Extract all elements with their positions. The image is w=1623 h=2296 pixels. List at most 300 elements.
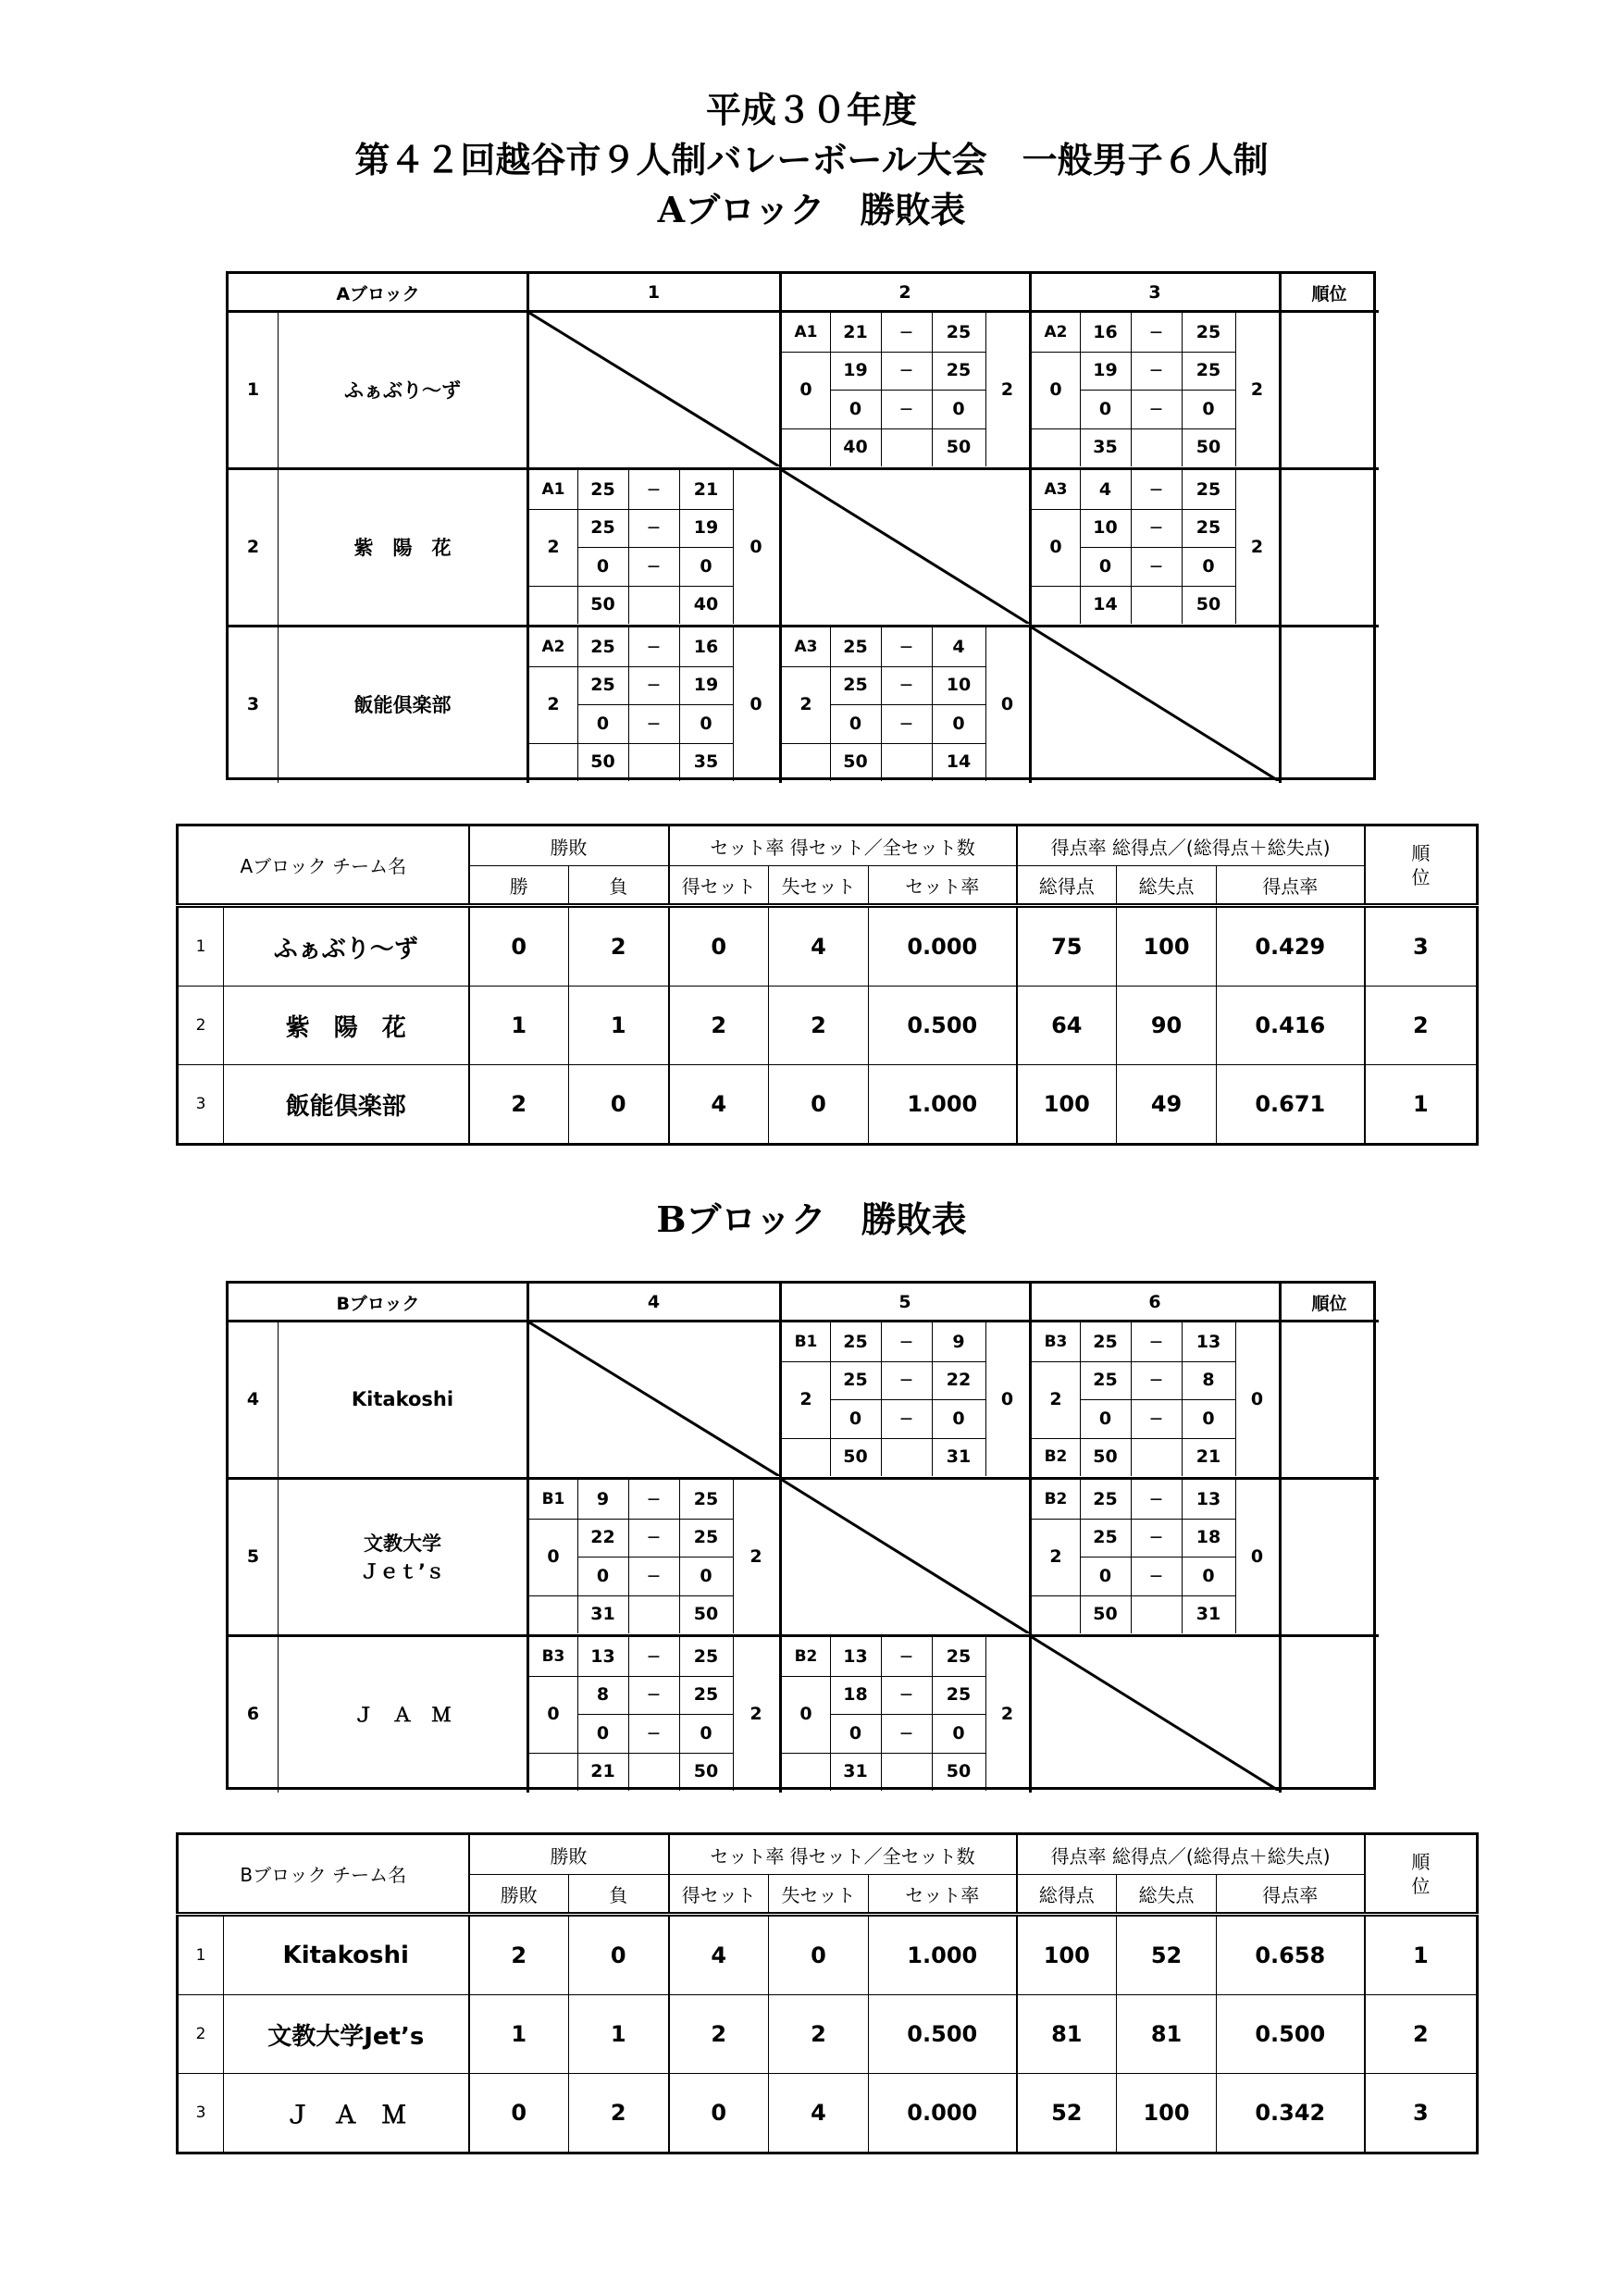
total-points: 50 <box>693 1604 719 1625</box>
score-dash: − <box>1148 360 1164 381</box>
set-score: 25 <box>843 1331 868 1352</box>
matrix-rank-header: 順位 <box>1311 1293 1347 1314</box>
set-rate: 1.000 <box>869 1915 1017 1995</box>
grid-line <box>782 743 830 744</box>
win-loss-header: 勝敗 <box>469 825 669 866</box>
total-points: 50 <box>946 437 972 458</box>
set-score: 25 <box>590 517 615 539</box>
points-against: 100 <box>1117 906 1217 987</box>
sets-lost: 4 <box>769 2074 869 2153</box>
match-code: B2 <box>794 1646 818 1666</box>
set-score: 19 <box>693 517 719 539</box>
set-score: 0 <box>1202 555 1215 577</box>
matrix-col-header: 4 <box>647 1292 661 1312</box>
grid-line <box>782 1753 830 1754</box>
rank-header <box>1365 825 1478 906</box>
match-code: A3 <box>1044 479 1068 499</box>
team-name-line: 紫 陽 花 <box>353 537 452 559</box>
set-score: 0 <box>700 1722 712 1744</box>
block-a-title: Aブロック 勝敗表 <box>657 189 966 230</box>
set-score: 0 <box>1098 1408 1112 1429</box>
score-dash: − <box>898 321 914 342</box>
rank: 1 <box>1365 1915 1478 1995</box>
set-score: 25 <box>1093 1488 1118 1509</box>
set-score: 25 <box>1093 1331 1118 1352</box>
set-score: 0 <box>1202 1408 1215 1429</box>
sets-won: 4 <box>669 1915 769 1995</box>
set-score: 22 <box>946 1370 972 1391</box>
points-for: 100 <box>1017 1065 1117 1145</box>
set-rate-header: セット率 得セット／全セット数 <box>669 1834 1017 1875</box>
score-dash: − <box>898 1408 914 1429</box>
total-points: 14 <box>946 751 972 773</box>
score-dash: − <box>898 1331 914 1352</box>
point-rate-subheader: 得点率 <box>1217 866 1365 906</box>
grid-line <box>881 428 882 467</box>
wins: 1 <box>469 987 569 1065</box>
sets-lost: 4 <box>769 906 869 987</box>
score-dash: − <box>646 517 662 539</box>
sets-lost-header: 失セット <box>769 866 869 906</box>
set-score: 13 <box>1196 1488 1221 1509</box>
set-score: 25 <box>946 321 972 342</box>
points-against: 52 <box>1117 1915 1217 1995</box>
total-points: 31 <box>946 1446 972 1468</box>
set-score: 18 <box>843 1684 868 1706</box>
team-name-line: Kitakoshi <box>351 1388 454 1410</box>
points-against: 49 <box>1117 1065 1217 1145</box>
sets-won-left: 2 <box>1049 1389 1062 1409</box>
point-rate: 0.671 <box>1217 1065 1365 1145</box>
standings-table <box>176 824 1479 1146</box>
set-score: 25 <box>1093 1527 1118 1548</box>
point-rate: 0.429 <box>1217 906 1365 987</box>
total-points: 50 <box>590 751 615 773</box>
table-row <box>178 906 1478 987</box>
match-code: B3 <box>541 1646 565 1666</box>
set-score: 0 <box>1098 555 1112 577</box>
point-rate: 0.416 <box>1217 987 1365 1065</box>
sets-won-left: 0 <box>547 1546 560 1567</box>
total-points: 31 <box>843 1761 868 1782</box>
match-code: B2 <box>1044 1489 1068 1508</box>
sets-won-right: 0 <box>750 537 762 557</box>
score-dash: − <box>1148 478 1164 500</box>
points-against-header: 総失点 <box>1117 1875 1217 1915</box>
losses: 0 <box>569 1065 669 1145</box>
set-score: 8 <box>596 1684 610 1706</box>
sets-won-left: 2 <box>547 537 560 557</box>
set-score: 0 <box>1098 1565 1112 1586</box>
team-number: 2 <box>246 537 260 557</box>
wins: 0 <box>469 2074 569 2153</box>
set-score: 25 <box>590 675 615 696</box>
rank-cell-empty <box>1280 627 1379 781</box>
grid-line <box>628 1595 629 1634</box>
win-header: 勝敗 <box>469 1875 569 1915</box>
score-dash: − <box>646 636 662 657</box>
losses: 1 <box>569 1995 669 2074</box>
set-score: 25 <box>946 360 972 381</box>
score-dash: − <box>1148 398 1164 419</box>
set-score: 0 <box>952 398 965 419</box>
match-code: A2 <box>541 637 565 656</box>
team-number: 6 <box>246 1704 260 1724</box>
set-rate: 0.500 <box>869 987 1017 1065</box>
set-score: 0 <box>1202 1565 1215 1586</box>
sets-won-header: 得セット <box>669 1875 769 1915</box>
wins: 2 <box>469 1065 569 1145</box>
score-dash: − <box>1148 517 1164 539</box>
total-points: 35 <box>1093 437 1118 458</box>
rank-cell-empty <box>1280 470 1379 624</box>
score-dash: − <box>1148 555 1164 577</box>
sets-lost: 2 <box>769 1995 869 2074</box>
point-rate: 0.500 <box>1217 1995 1365 2074</box>
team-name-header: Aブロック チーム名 <box>178 825 469 906</box>
sets-won-left: 0 <box>799 1704 812 1724</box>
grid-line <box>628 743 629 782</box>
score-dash: − <box>898 398 914 419</box>
rank-header-text: 順位 <box>1411 1850 1431 1897</box>
set-score: 25 <box>1196 321 1221 342</box>
team-name-line: 文教大学 <box>364 1533 441 1555</box>
set-score: 25 <box>843 675 868 696</box>
team-number: 1 <box>246 379 260 400</box>
sets-won-right: 0 <box>1000 694 1014 714</box>
rank: 3 <box>1365 906 1478 987</box>
sets-won: 4 <box>669 1065 769 1145</box>
team-number: 3 <box>246 694 260 714</box>
grid-line <box>881 1438 882 1477</box>
set-score: 18 <box>1196 1527 1221 1548</box>
set-score: 0 <box>1202 398 1215 419</box>
page-title-tournament: 第４２回越谷市９人制バレーボール大会 一般男子６人制 <box>354 139 1269 180</box>
set-score: 19 <box>1093 360 1118 381</box>
points-against-header: 総失点 <box>1117 866 1217 906</box>
set-score: 9 <box>596 1488 610 1509</box>
set-rate: 0.000 <box>869 2074 1017 2153</box>
grid-line <box>1131 586 1132 625</box>
grid-line <box>529 743 577 744</box>
sets-won-right: 0 <box>1250 1546 1264 1567</box>
set-score: 0 <box>596 713 610 734</box>
rank: 2 <box>1365 987 1478 1065</box>
total-points: 50 <box>1093 1604 1118 1625</box>
total-points: 50 <box>843 1446 868 1468</box>
score-dash: − <box>898 1370 914 1391</box>
grid-line <box>628 1753 629 1792</box>
score-dash: − <box>1148 1527 1164 1548</box>
grid-line <box>1131 428 1132 467</box>
grid-line <box>1032 1595 1080 1596</box>
set-score: 25 <box>1093 1370 1118 1391</box>
set-rate: 1.000 <box>869 1065 1017 1145</box>
score-dash: − <box>1148 1331 1164 1352</box>
total-points: 40 <box>693 594 719 615</box>
score-dash: − <box>646 1722 662 1744</box>
team-name <box>278 627 527 781</box>
set-score: 25 <box>693 1527 719 1548</box>
sets-won-left: 2 <box>799 1389 812 1409</box>
score-dash: − <box>898 1645 914 1667</box>
set-score: 25 <box>1196 360 1221 381</box>
set-score: 10 <box>946 675 972 696</box>
total-points: 50 <box>946 1761 972 1782</box>
total-points: 50 <box>693 1761 719 1782</box>
rank-header <box>1365 1834 1478 1915</box>
score-dash: − <box>646 1645 662 1667</box>
rank-cell-empty <box>1280 313 1379 466</box>
loss-header: 負 <box>569 1875 669 1915</box>
matrix-col-header: 1 <box>647 282 661 303</box>
diagonal-line <box>1032 1637 1279 1791</box>
losses: 2 <box>569 2074 669 2153</box>
team-name <box>278 470 527 624</box>
grid-line <box>529 1595 577 1596</box>
sets-won-right: 2 <box>1250 379 1264 400</box>
total-points: 40 <box>843 437 868 458</box>
score-dash: − <box>646 675 662 696</box>
matrix-col-header: 3 <box>1148 282 1161 303</box>
sets-lost: 2 <box>769 987 869 1065</box>
team-name <box>278 1480 527 1633</box>
losses: 1 <box>569 987 669 1065</box>
score-dash: − <box>898 636 914 657</box>
score-dash: − <box>1148 1488 1164 1509</box>
diagonal-stroke <box>1032 1637 1279 1791</box>
grid-line <box>529 586 577 587</box>
match-code: A2 <box>1044 322 1068 341</box>
sets-won-right: 0 <box>1250 1389 1264 1409</box>
total-points: 50 <box>843 751 868 773</box>
grid-line <box>1032 428 1080 429</box>
set-score: 0 <box>849 1722 862 1744</box>
score-dash: − <box>898 713 914 734</box>
diagonal-stroke <box>529 1322 779 1476</box>
set-score: 16 <box>693 636 719 657</box>
total-points: 50 <box>1093 1446 1118 1468</box>
sets-won-right: 0 <box>750 694 762 714</box>
set-score: 9 <box>952 1331 965 1352</box>
set-score: 25 <box>946 1684 972 1706</box>
sets-won-left: 2 <box>799 694 812 714</box>
rank-cell-empty <box>1280 1480 1379 1633</box>
total-points: 21 <box>1196 1446 1221 1468</box>
rank: 1 <box>1365 1065 1478 1145</box>
set-score: 13 <box>1196 1331 1221 1352</box>
total-points: 35 <box>693 751 719 773</box>
wins: 1 <box>469 1995 569 2074</box>
point-rate-header: 得点率 総得点／(総得点＋総失点) <box>1017 825 1365 866</box>
total-points: 31 <box>590 1604 615 1625</box>
set-score: 0 <box>849 713 862 734</box>
set-score: 13 <box>590 1645 615 1667</box>
match-code: B2 <box>1044 1447 1068 1467</box>
sets-lost-header: 失セット <box>769 1875 869 1915</box>
team-name: ふぁぶり〜ず <box>224 906 469 987</box>
sets-won-left: 0 <box>1049 379 1062 400</box>
set-score: 16 <box>1093 321 1118 342</box>
score-dash: − <box>646 555 662 577</box>
team-name: Ｊ Ａ Ｍ <box>224 2074 469 2153</box>
points-against: 100 <box>1117 2074 1217 2153</box>
set-score: 25 <box>946 1645 972 1667</box>
point-rate-header: 得点率 総得点／(総得点＋総失点) <box>1017 1834 1365 1875</box>
match-code: A1 <box>541 479 565 499</box>
set-score: 0 <box>596 1565 610 1586</box>
score-dash: − <box>898 1722 914 1744</box>
set-rate-header: セット率 得セット／全セット数 <box>669 825 1017 866</box>
set-score: 0 <box>700 713 712 734</box>
set-score: 25 <box>590 478 615 500</box>
diagonal-stroke <box>782 1480 1029 1633</box>
set-score: 25 <box>1196 517 1221 539</box>
set-rate-subheader: セット率 <box>869 1875 1017 1915</box>
table-row <box>178 2074 1478 2153</box>
diagonal-line <box>1032 627 1279 781</box>
score-dash: − <box>1148 1370 1164 1391</box>
score-dash: − <box>646 1488 662 1509</box>
grid-line <box>782 1438 830 1439</box>
total-points: 50 <box>1196 594 1221 615</box>
table-row <box>178 1065 1478 1145</box>
total-points: 14 <box>1093 594 1118 615</box>
diagonal-line <box>782 470 1029 624</box>
diagonal-line <box>529 313 779 466</box>
sets-won-left: 0 <box>547 1704 560 1724</box>
set-score: 25 <box>843 636 868 657</box>
losses: 0 <box>569 1915 669 1995</box>
set-score: 25 <box>1196 478 1221 500</box>
grid-line <box>1032 586 1080 587</box>
rank: 2 <box>1365 1995 1478 2074</box>
points-for: 100 <box>1017 1915 1117 1995</box>
match-matrix-grid <box>226 1281 1376 1790</box>
block-b-title: Bブロック 勝敗表 <box>656 1198 967 1240</box>
matrix-col-header: 6 <box>1148 1292 1161 1312</box>
team-number: 5 <box>246 1546 260 1567</box>
rank-header-text: 順位 <box>1411 841 1431 888</box>
set-score: 19 <box>693 675 719 696</box>
table-row <box>178 1995 1478 2074</box>
table-row <box>178 987 1478 1065</box>
grid-line <box>628 586 629 625</box>
sets-won: 0 <box>669 2074 769 2153</box>
set-score: 8 <box>1202 1370 1215 1391</box>
win-header: 勝 <box>469 866 569 906</box>
win-loss-header: 勝敗 <box>469 1834 669 1875</box>
sets-won-right: 0 <box>1000 1389 1014 1409</box>
set-score: 0 <box>700 1565 712 1586</box>
points-for: 75 <box>1017 906 1117 987</box>
team-number: 4 <box>246 1389 260 1409</box>
matrix-rank-header: 順位 <box>1311 283 1347 304</box>
set-score: 19 <box>843 360 868 381</box>
score-dash: − <box>646 1565 662 1586</box>
points-for-header: 総得点 <box>1017 1875 1117 1915</box>
diagonal-line <box>782 1480 1029 1633</box>
team-name: Kitakoshi <box>224 1915 469 1995</box>
rank-cell-empty <box>1280 1637 1379 1791</box>
set-score: 21 <box>693 478 719 500</box>
set-score: 0 <box>596 1722 610 1744</box>
points-for-header: 総得点 <box>1017 866 1117 906</box>
sets-won-right: 2 <box>1000 1704 1014 1724</box>
points-against: 81 <box>1117 1995 1217 2074</box>
team-name-line: Ｊｅｔ’ｓ <box>360 1560 445 1582</box>
set-score: 25 <box>843 1370 868 1391</box>
set-score: 25 <box>693 1684 719 1706</box>
matrix-col-header: 2 <box>898 282 911 303</box>
table-row <box>178 1915 1478 1995</box>
sets-won-left: 0 <box>799 379 812 400</box>
diagonal-line <box>529 1322 779 1476</box>
set-score: 0 <box>700 555 712 577</box>
set-rate-subheader: セット率 <box>869 866 1017 906</box>
standings-table <box>176 1832 1479 2154</box>
set-score: 13 <box>843 1645 868 1667</box>
score-dash: − <box>898 675 914 696</box>
total-points: 50 <box>590 594 615 615</box>
set-score: 0 <box>952 1722 965 1744</box>
grid-line <box>1131 1595 1132 1634</box>
loss-header: 負 <box>569 866 669 906</box>
point-rate-subheader: 得点率 <box>1217 1875 1365 1915</box>
set-score: 4 <box>1098 478 1112 500</box>
wins: 2 <box>469 1915 569 1995</box>
score-dash: − <box>646 1527 662 1548</box>
score-dash: − <box>898 360 914 381</box>
sets-lost: 0 <box>769 1915 869 1995</box>
row-number: 3 <box>178 2074 224 2153</box>
set-score: 10 <box>1093 517 1118 539</box>
row-number: 1 <box>178 1915 224 1995</box>
matrix-corner-header: Bブロック <box>336 1293 420 1314</box>
team-name <box>278 1322 527 1476</box>
team-name: 紫 陽 花 <box>224 987 469 1065</box>
row-number: 2 <box>178 1995 224 2074</box>
set-score: 22 <box>590 1527 615 1548</box>
match-matrix-grid <box>226 271 1376 780</box>
points-for: 64 <box>1017 987 1117 1065</box>
score-dash: − <box>898 1684 914 1706</box>
matrix-corner-header: Aブロック <box>336 283 420 304</box>
sets-won-header: 得セット <box>669 866 769 906</box>
sets-won: 0 <box>669 906 769 987</box>
sets-won-left: 2 <box>547 694 560 714</box>
sets-won-right: 2 <box>750 1546 762 1567</box>
diagonal-stroke <box>1032 627 1279 781</box>
set-score: 21 <box>843 321 868 342</box>
team-name: 飯能倶楽部 <box>224 1065 469 1145</box>
row-number: 2 <box>178 987 224 1065</box>
sets-won-left: 2 <box>1049 1546 1062 1567</box>
team-name-line: 飯能倶楽部 <box>353 694 452 716</box>
sets-won-right: 2 <box>1250 537 1264 557</box>
team-name-header: Bブロック チーム名 <box>178 1834 469 1915</box>
page-title-year: 平成３０年度 <box>705 89 917 130</box>
team-name <box>278 313 527 466</box>
points-for: 81 <box>1017 1995 1117 2074</box>
grid-line <box>782 428 830 429</box>
losses: 2 <box>569 906 669 987</box>
set-score: 0 <box>1098 398 1112 419</box>
set-score: 0 <box>849 398 862 419</box>
matrix-col-header: 5 <box>898 1292 911 1312</box>
points-for: 52 <box>1017 2074 1117 2153</box>
match-code: B1 <box>541 1489 565 1508</box>
